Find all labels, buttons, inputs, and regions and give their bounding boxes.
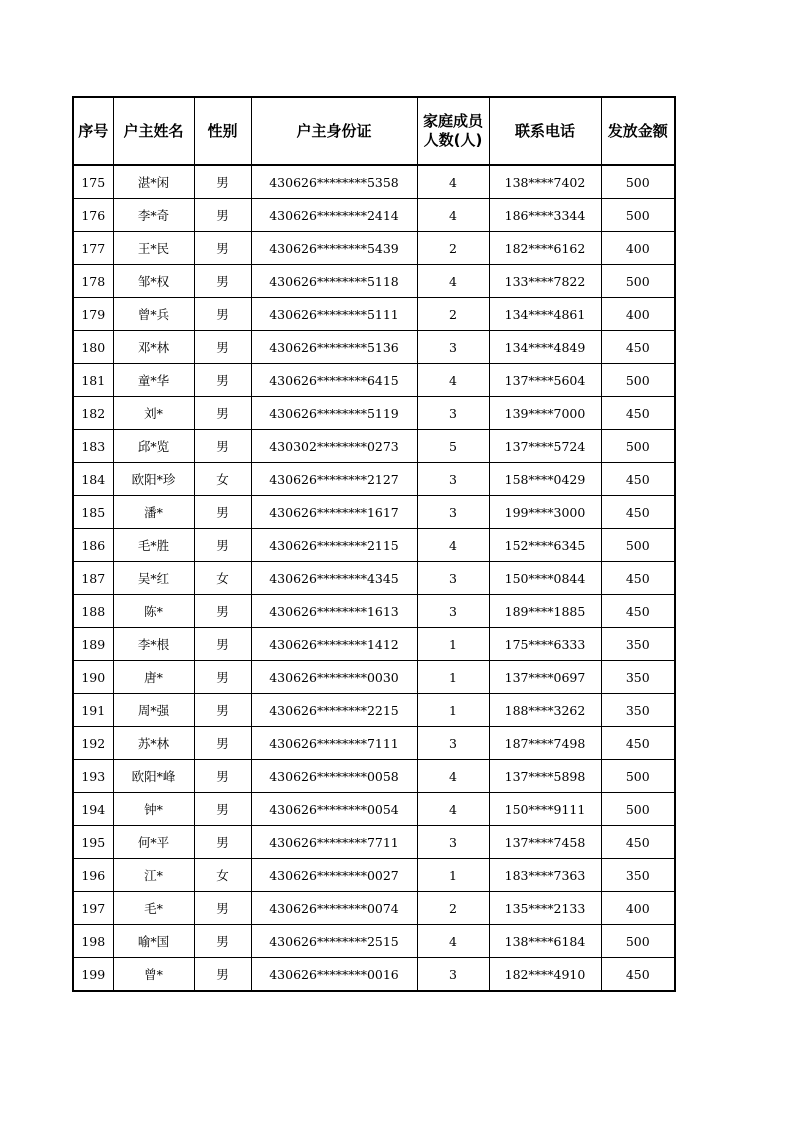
cell-seq: 181 xyxy=(73,364,113,397)
cell-members: 1 xyxy=(417,628,489,661)
cell-members: 3 xyxy=(417,595,489,628)
cell-seq: 183 xyxy=(73,430,113,463)
cell-amount: 350 xyxy=(601,694,675,727)
cell-phone: 138****7402 xyxy=(489,165,601,199)
cell-id-card: 430626********5136 xyxy=(251,331,417,364)
cell-name: 曾*兵 xyxy=(113,298,194,331)
cell-name: 欧阳*峰 xyxy=(113,760,194,793)
cell-amount: 450 xyxy=(601,331,675,364)
cell-phone: 199****3000 xyxy=(489,496,601,529)
header-members: 家庭成员人数(人) xyxy=(417,97,489,165)
cell-seq: 195 xyxy=(73,826,113,859)
cell-id-card: 430626********0074 xyxy=(251,892,417,925)
cell-name: 钟* xyxy=(113,793,194,826)
cell-name: 何*平 xyxy=(113,826,194,859)
cell-gender: 男 xyxy=(194,265,251,298)
cell-seq: 182 xyxy=(73,397,113,430)
cell-members: 4 xyxy=(417,265,489,298)
cell-members: 3 xyxy=(417,727,489,760)
cell-phone: 137****0697 xyxy=(489,661,601,694)
cell-name: 李*奇 xyxy=(113,199,194,232)
header-phone: 联系电话 xyxy=(489,97,601,165)
table-row xyxy=(73,595,675,628)
cell-gender: 男 xyxy=(194,925,251,958)
cell-seq: 180 xyxy=(73,331,113,364)
cell-amount: 400 xyxy=(601,232,675,265)
cell-name: 江* xyxy=(113,859,194,892)
cell-id-card: 430626********7711 xyxy=(251,826,417,859)
table-row xyxy=(73,430,675,463)
cell-name: 毛*胜 xyxy=(113,529,194,562)
cell-name: 湛*闲 xyxy=(113,165,194,199)
cell-members: 3 xyxy=(417,496,489,529)
cell-gender: 男 xyxy=(194,364,251,397)
cell-id-card: 430626********5118 xyxy=(251,265,417,298)
cell-phone: 175****6333 xyxy=(489,628,601,661)
table-row xyxy=(73,727,675,760)
cell-gender: 男 xyxy=(194,628,251,661)
cell-gender: 男 xyxy=(194,661,251,694)
cell-members: 3 xyxy=(417,826,489,859)
table-row xyxy=(73,760,675,793)
cell-id-card: 430626********0027 xyxy=(251,859,417,892)
cell-name: 邱*览 xyxy=(113,430,194,463)
cell-id-card: 430626********0054 xyxy=(251,793,417,826)
cell-amount: 450 xyxy=(601,727,675,760)
table-row xyxy=(73,496,675,529)
table-row xyxy=(73,628,675,661)
cell-members: 4 xyxy=(417,165,489,199)
cell-members: 4 xyxy=(417,529,489,562)
cell-id-card: 430626********0058 xyxy=(251,760,417,793)
cell-phone: 188****3262 xyxy=(489,694,601,727)
cell-gender: 男 xyxy=(194,298,251,331)
cell-members: 3 xyxy=(417,463,489,496)
cell-gender: 男 xyxy=(194,727,251,760)
cell-gender: 男 xyxy=(194,694,251,727)
cell-gender: 女 xyxy=(194,562,251,595)
cell-phone: 137****5898 xyxy=(489,760,601,793)
cell-name: 欧阳*珍 xyxy=(113,463,194,496)
cell-gender: 男 xyxy=(194,397,251,430)
cell-phone: 150****0844 xyxy=(489,562,601,595)
cell-id-card: 430302********0273 xyxy=(251,430,417,463)
cell-gender: 男 xyxy=(194,165,251,199)
cell-amount: 500 xyxy=(601,529,675,562)
cell-gender: 男 xyxy=(194,595,251,628)
cell-id-card: 430626********5119 xyxy=(251,397,417,430)
cell-members: 1 xyxy=(417,661,489,694)
cell-gender: 男 xyxy=(194,232,251,265)
cell-id-card: 430626********1412 xyxy=(251,628,417,661)
cell-phone: 137****5724 xyxy=(489,430,601,463)
cell-amount: 350 xyxy=(601,859,675,892)
cell-amount: 500 xyxy=(601,199,675,232)
cell-seq: 198 xyxy=(73,925,113,958)
cell-amount: 450 xyxy=(601,397,675,430)
cell-id-card: 430626********0016 xyxy=(251,958,417,992)
cell-gender: 男 xyxy=(194,892,251,925)
cell-id-card: 430626********2115 xyxy=(251,529,417,562)
cell-phone: 183****7363 xyxy=(489,859,601,892)
subsidy-roster-table xyxy=(72,96,676,992)
cell-name: 刘* xyxy=(113,397,194,430)
cell-name: 陈* xyxy=(113,595,194,628)
cell-amount: 400 xyxy=(601,892,675,925)
cell-seq: 191 xyxy=(73,694,113,727)
cell-members: 1 xyxy=(417,694,489,727)
cell-members: 4 xyxy=(417,793,489,826)
table-row xyxy=(73,892,675,925)
cell-seq: 196 xyxy=(73,859,113,892)
cell-id-card: 430626********1613 xyxy=(251,595,417,628)
header-id-card: 户主身份证 xyxy=(251,97,417,165)
header-gender: 性别 xyxy=(194,97,251,165)
cell-seq: 186 xyxy=(73,529,113,562)
cell-phone: 186****3344 xyxy=(489,199,601,232)
cell-gender: 男 xyxy=(194,958,251,992)
cell-id-card: 430626********5439 xyxy=(251,232,417,265)
cell-members: 2 xyxy=(417,892,489,925)
table-row xyxy=(73,298,675,331)
cell-id-card: 430626********4345 xyxy=(251,562,417,595)
cell-phone: 138****6184 xyxy=(489,925,601,958)
cell-amount: 400 xyxy=(601,298,675,331)
cell-id-card: 430626********1617 xyxy=(251,496,417,529)
cell-id-card: 430626********2215 xyxy=(251,694,417,727)
table-row xyxy=(73,661,675,694)
table-row xyxy=(73,859,675,892)
cell-members: 4 xyxy=(417,925,489,958)
cell-seq: 187 xyxy=(73,562,113,595)
cell-gender: 男 xyxy=(194,529,251,562)
header-amount: 发放金额 xyxy=(601,97,675,165)
header-name: 户主姓名 xyxy=(113,97,194,165)
cell-seq: 178 xyxy=(73,265,113,298)
cell-phone: 152****6345 xyxy=(489,529,601,562)
cell-id-card: 430626********7111 xyxy=(251,727,417,760)
cell-amount: 500 xyxy=(601,760,675,793)
cell-amount: 500 xyxy=(601,165,675,199)
cell-name: 唐* xyxy=(113,661,194,694)
table-body xyxy=(73,165,675,991)
cell-members: 3 xyxy=(417,331,489,364)
table-row xyxy=(73,694,675,727)
cell-phone: 134****4861 xyxy=(489,298,601,331)
cell-phone: 182****4910 xyxy=(489,958,601,992)
cell-amount: 500 xyxy=(601,364,675,397)
cell-gender: 女 xyxy=(194,463,251,496)
cell-phone: 150****9111 xyxy=(489,793,601,826)
cell-seq: 185 xyxy=(73,496,113,529)
cell-phone: 133****7822 xyxy=(489,265,601,298)
cell-seq: 194 xyxy=(73,793,113,826)
cell-members: 4 xyxy=(417,364,489,397)
cell-id-card: 430626********2515 xyxy=(251,925,417,958)
table-row xyxy=(73,958,675,992)
cell-members: 3 xyxy=(417,562,489,595)
cell-id-card: 430626********5111 xyxy=(251,298,417,331)
cell-members: 3 xyxy=(417,397,489,430)
cell-seq: 193 xyxy=(73,760,113,793)
cell-amount: 450 xyxy=(601,826,675,859)
cell-name: 喻*国 xyxy=(113,925,194,958)
table-row xyxy=(73,562,675,595)
cell-amount: 450 xyxy=(601,463,675,496)
cell-id-card: 430626********6415 xyxy=(251,364,417,397)
cell-seq: 177 xyxy=(73,232,113,265)
cell-members: 5 xyxy=(417,430,489,463)
cell-gender: 男 xyxy=(194,760,251,793)
cell-name: 吴*红 xyxy=(113,562,194,595)
cell-name: 曾* xyxy=(113,958,194,992)
cell-seq: 197 xyxy=(73,892,113,925)
cell-seq: 192 xyxy=(73,727,113,760)
cell-id-card: 430626********2127 xyxy=(251,463,417,496)
cell-phone: 139****7000 xyxy=(489,397,601,430)
table-row xyxy=(73,232,675,265)
table-row xyxy=(73,793,675,826)
cell-amount: 450 xyxy=(601,595,675,628)
table-row xyxy=(73,529,675,562)
cell-id-card: 430626********2414 xyxy=(251,199,417,232)
cell-gender: 男 xyxy=(194,793,251,826)
cell-phone: 135****2133 xyxy=(489,892,601,925)
cell-members: 1 xyxy=(417,859,489,892)
cell-amount: 500 xyxy=(601,265,675,298)
header-row xyxy=(73,97,675,165)
cell-phone: 187****7498 xyxy=(489,727,601,760)
cell-amount: 450 xyxy=(601,562,675,595)
cell-gender: 男 xyxy=(194,331,251,364)
cell-gender: 男 xyxy=(194,826,251,859)
cell-seq: 188 xyxy=(73,595,113,628)
cell-amount: 350 xyxy=(601,661,675,694)
cell-id-card: 430626********0030 xyxy=(251,661,417,694)
cell-amount: 500 xyxy=(601,430,675,463)
cell-name: 邓*林 xyxy=(113,331,194,364)
cell-seq: 176 xyxy=(73,199,113,232)
cell-name: 童*华 xyxy=(113,364,194,397)
cell-phone: 134****4849 xyxy=(489,331,601,364)
table-row xyxy=(73,331,675,364)
cell-name: 苏*林 xyxy=(113,727,194,760)
cell-seq: 179 xyxy=(73,298,113,331)
table-row xyxy=(73,364,675,397)
table-header xyxy=(73,97,675,165)
cell-gender: 男 xyxy=(194,199,251,232)
cell-id-card: 430626********5358 xyxy=(251,165,417,199)
table-row xyxy=(73,165,675,199)
cell-members: 4 xyxy=(417,760,489,793)
cell-name: 邹*权 xyxy=(113,265,194,298)
cell-seq: 199 xyxy=(73,958,113,992)
cell-members: 2 xyxy=(417,298,489,331)
header-seq: 序号 xyxy=(73,97,113,165)
cell-name: 王*民 xyxy=(113,232,194,265)
cell-gender: 男 xyxy=(194,496,251,529)
cell-phone: 189****1885 xyxy=(489,595,601,628)
cell-name: 潘* xyxy=(113,496,194,529)
table-row xyxy=(73,925,675,958)
cell-phone: 182****6162 xyxy=(489,232,601,265)
cell-seq: 190 xyxy=(73,661,113,694)
cell-amount: 500 xyxy=(601,925,675,958)
cell-name: 毛* xyxy=(113,892,194,925)
cell-seq: 189 xyxy=(73,628,113,661)
cell-amount: 450 xyxy=(601,958,675,992)
table-row xyxy=(73,199,675,232)
cell-members: 4 xyxy=(417,199,489,232)
table-row xyxy=(73,397,675,430)
table-row xyxy=(73,826,675,859)
cell-seq: 184 xyxy=(73,463,113,496)
cell-members: 2 xyxy=(417,232,489,265)
table-row xyxy=(73,463,675,496)
table-row xyxy=(73,265,675,298)
cell-phone: 137****5604 xyxy=(489,364,601,397)
cell-gender: 男 xyxy=(194,430,251,463)
cell-name: 周*强 xyxy=(113,694,194,727)
cell-phone: 158****0429 xyxy=(489,463,601,496)
cell-name: 李*根 xyxy=(113,628,194,661)
cell-phone: 137****7458 xyxy=(489,826,601,859)
cell-amount: 500 xyxy=(601,793,675,826)
cell-members: 3 xyxy=(417,958,489,992)
cell-amount: 350 xyxy=(601,628,675,661)
cell-gender: 女 xyxy=(194,859,251,892)
cell-seq: 175 xyxy=(73,165,113,199)
cell-amount: 450 xyxy=(601,496,675,529)
